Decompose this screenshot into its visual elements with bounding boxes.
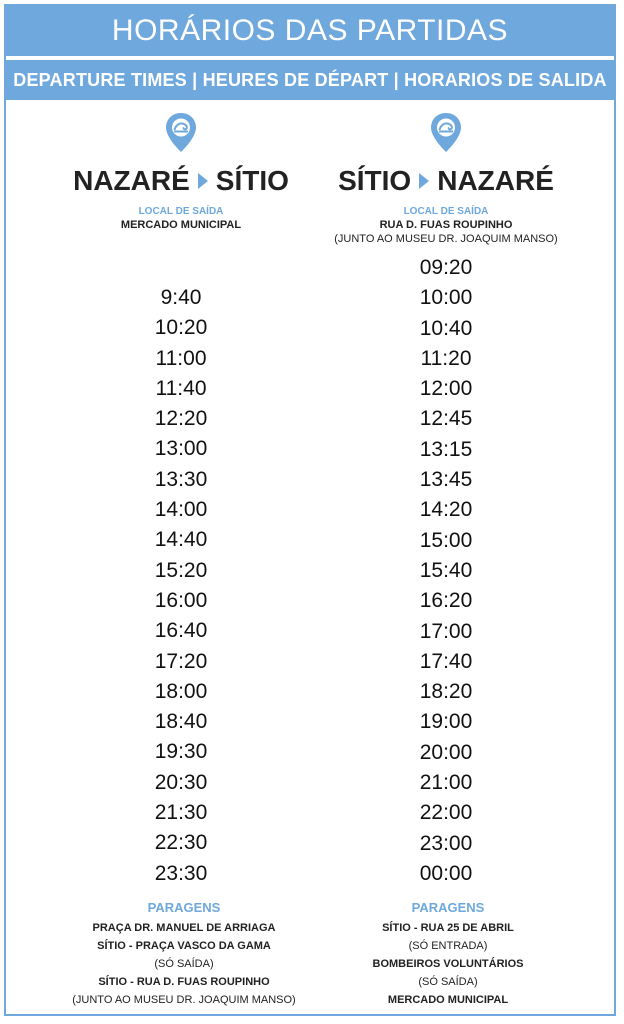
departure-time: 20:30 bbox=[154, 770, 208, 794]
departure-time: 18:00 bbox=[154, 679, 208, 703]
departure-time: 00:00 bbox=[419, 861, 473, 885]
stop-item: (SÓ ENTRADA) bbox=[408, 940, 488, 952]
route-to: SÍTIO bbox=[215, 165, 289, 196]
times-list-nazare-sitio bbox=[41, 283, 321, 889]
departure-time: 09:20 bbox=[419, 256, 473, 279]
departure-location-label: LOCAL DE SAÍDA bbox=[403, 206, 489, 217]
stop-item: (SÓ SAÍDA) bbox=[418, 976, 478, 988]
stop-item: PRAÇA DR. MANUEL DE ARRIAGA bbox=[92, 922, 276, 934]
route-title bbox=[306, 164, 586, 198]
departure-time: 13:15 bbox=[419, 437, 473, 461]
departure-location-label: LOCAL DE SAÍDA bbox=[138, 206, 224, 217]
departure-location: RUA D. FUAS ROUPINHO bbox=[379, 219, 513, 231]
departure-location-note: (JUNTO AO MUSEU DR. JOAQUIM MANSO) bbox=[334, 233, 558, 245]
stop-item: (JUNTO AO MUSEU DR. JOAQUIM MANSO) bbox=[72, 994, 296, 1006]
departure-time: 14:20 bbox=[419, 498, 473, 522]
stop-item: SÍTIO - PRAÇA VASCO DA GAMA bbox=[97, 940, 271, 952]
departure-time: 9:40 bbox=[160, 286, 202, 309]
departure-time: 12:20 bbox=[154, 407, 208, 431]
departure-location: MERCADO MUNICIPAL bbox=[120, 219, 242, 231]
route-nazare-sitio bbox=[41, 106, 321, 231]
location-pin-icon bbox=[164, 112, 198, 154]
departure-time: 22:00 bbox=[419, 801, 473, 825]
departure-time: 16:20 bbox=[419, 589, 473, 613]
departure-time: 13:30 bbox=[154, 467, 208, 491]
departure-time: 13:45 bbox=[419, 468, 473, 492]
departure-time: 21:00 bbox=[419, 771, 473, 795]
stop-item: BOMBEIROS VOLUNTÁRIOS bbox=[372, 958, 524, 970]
departure-time: 12:45 bbox=[419, 407, 473, 431]
departure-time: 18:20 bbox=[419, 680, 473, 704]
departure-time: 11:20 bbox=[420, 346, 472, 370]
stops-sitio-nazare bbox=[298, 900, 598, 1009]
departure-time: 15:00 bbox=[419, 528, 473, 552]
departure-time: 18:40 bbox=[154, 710, 208, 734]
stops-title: PARAGENS bbox=[411, 900, 485, 915]
stop-item: SÍTIO - RUA D. FUAS ROUPINHO bbox=[98, 976, 270, 988]
departure-time: 10:00 bbox=[419, 286, 473, 310]
stops-title: PARAGENS bbox=[147, 900, 221, 915]
departure-time: 23:30 bbox=[154, 861, 208, 885]
times-list-sitio-nazare bbox=[306, 253, 586, 889]
stop-item: SÍTIO - RUA 25 DE ABRIL bbox=[382, 922, 514, 934]
departure-time: 10:40 bbox=[419, 316, 473, 340]
route-sitio-nazare bbox=[306, 106, 586, 245]
departure-time: 14:00 bbox=[154, 498, 208, 522]
departure-time: 17:20 bbox=[154, 649, 208, 673]
departure-time: 17:40 bbox=[419, 649, 473, 673]
departure-time: 12:00 bbox=[419, 377, 473, 401]
departure-time: 11:00 bbox=[155, 346, 207, 370]
route-title bbox=[41, 164, 321, 198]
route-to: NAZARÉ bbox=[437, 165, 554, 196]
route-from: SÍTIO bbox=[338, 165, 412, 196]
location-pin-icon bbox=[429, 112, 463, 154]
stop-item: MERCADO MUNICIPAL bbox=[387, 994, 509, 1006]
departure-time: 22:30 bbox=[154, 831, 208, 855]
departure-time: 16:40 bbox=[154, 619, 208, 643]
departure-time: 15:40 bbox=[419, 558, 473, 582]
page-subtitle: DEPARTURE TIMES | HEURES DE DÉPART | HORARIOS DE SALIDA bbox=[6, 60, 614, 100]
departure-time: 11:40 bbox=[155, 376, 207, 400]
departure-time: 14:40 bbox=[154, 528, 208, 552]
departure-time: 19:00 bbox=[419, 710, 473, 734]
stops-nazare-sitio bbox=[34, 900, 334, 1009]
departure-time: 21:30 bbox=[154, 801, 208, 825]
departure-time: 13:00 bbox=[154, 437, 208, 461]
departure-time: 20:00 bbox=[419, 740, 473, 764]
departure-time: 23:00 bbox=[419, 831, 473, 855]
departure-time: 10:20 bbox=[154, 316, 208, 340]
route-arrow-icon bbox=[198, 173, 208, 189]
route-from: NAZARÉ bbox=[73, 165, 190, 196]
page-title: HORÁRIOS DAS PARTIDAS bbox=[6, 6, 614, 56]
route-arrow-icon bbox=[419, 173, 429, 189]
departure-time: 16:00 bbox=[154, 588, 208, 612]
departure-time: 19:30 bbox=[154, 740, 208, 764]
departure-time: 17:00 bbox=[419, 619, 473, 643]
departure-time: 15:20 bbox=[154, 558, 208, 582]
stop-item: (SÓ SAÍDA) bbox=[154, 958, 214, 970]
schedule-card bbox=[4, 4, 616, 1016]
